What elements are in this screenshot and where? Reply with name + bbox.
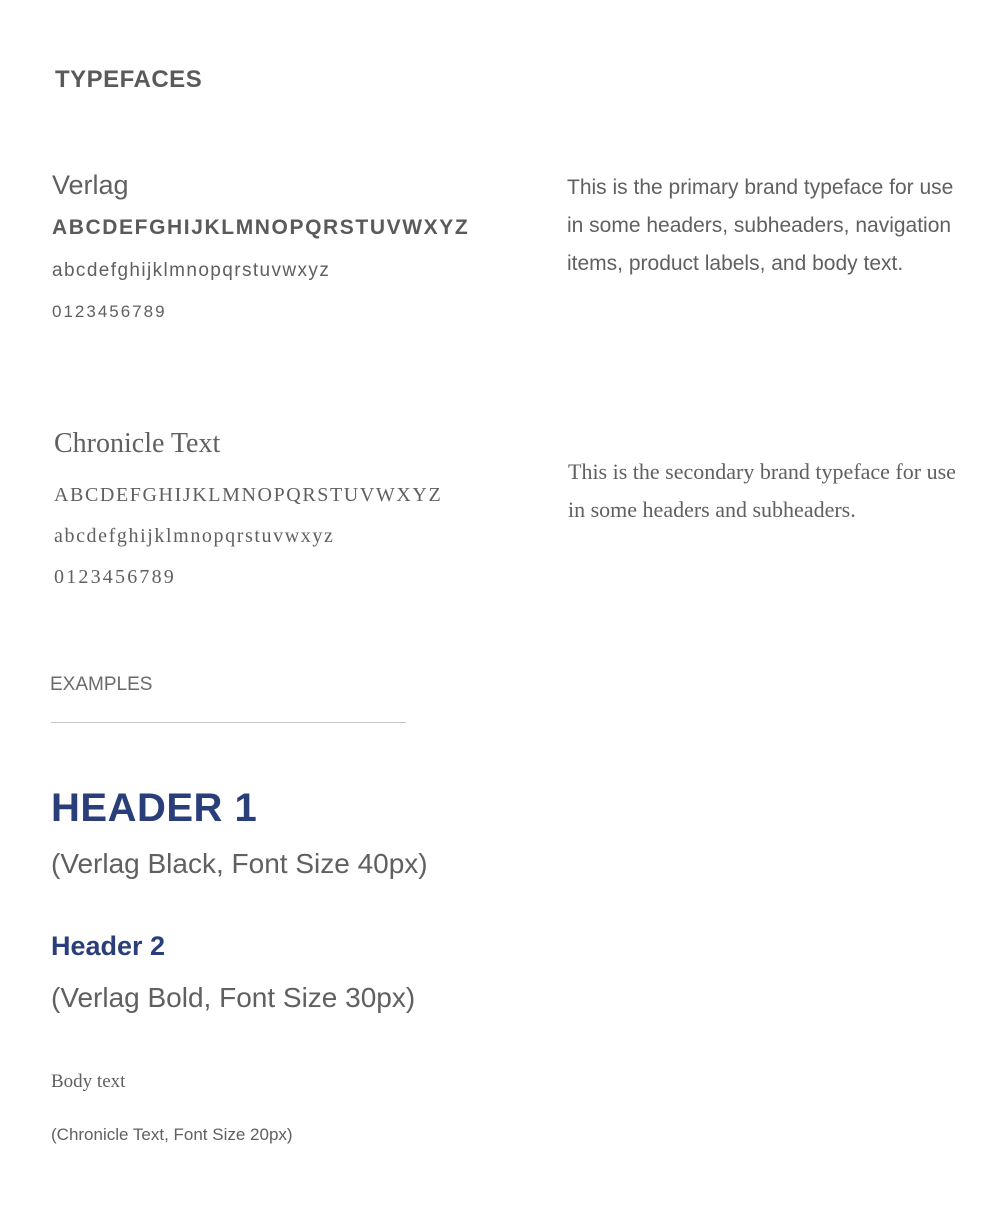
primary-lowercase-specimen: abcdefghijklmnopqrstuvwxyz [52,260,331,281]
primary-typeface-description: This is the primary brand typeface for use in some headers, subheaders, navigation items, product labels, and body text. [567,176,954,275]
body-text-spec-note: (Chronicle Text, Font Size 20px) [51,1125,293,1144]
header1-spec-note: (Verlag Black, Font Size 40px) [51,848,428,879]
page-title: TYPEFACES [55,66,203,93]
body-text-example: Body text [51,1071,126,1092]
secondary-uppercase-specimen: ABCDEFGHIJKLMNOPQRSTUVWXYZ [54,484,443,506]
header2-spec-note: (Verlag Bold, Font Size 30px) [51,982,416,1013]
primary-uppercase-specimen: ABCDEFGHIJKLMNOPQRSTUVWXYZ [52,216,470,239]
header2-example: Header 2 [51,931,166,961]
primary-digits-specimen: 0123456789 [52,302,167,321]
secondary-typeface-name: Chronicle Text [54,428,221,459]
examples-heading: EXAMPLES [50,674,153,695]
secondary-lowercase-specimen: abcdefghijklmnopqrstuvwxyz [54,525,335,547]
header1-example: HEADER 1 [51,786,258,830]
secondary-typeface-description: This is the secondary brand typeface for use in some headers and subheaders. [568,459,956,522]
primary-typeface-name: Verlag [52,170,129,200]
secondary-digits-specimen: 0123456789 [54,566,176,588]
examples-divider [51,722,406,723]
